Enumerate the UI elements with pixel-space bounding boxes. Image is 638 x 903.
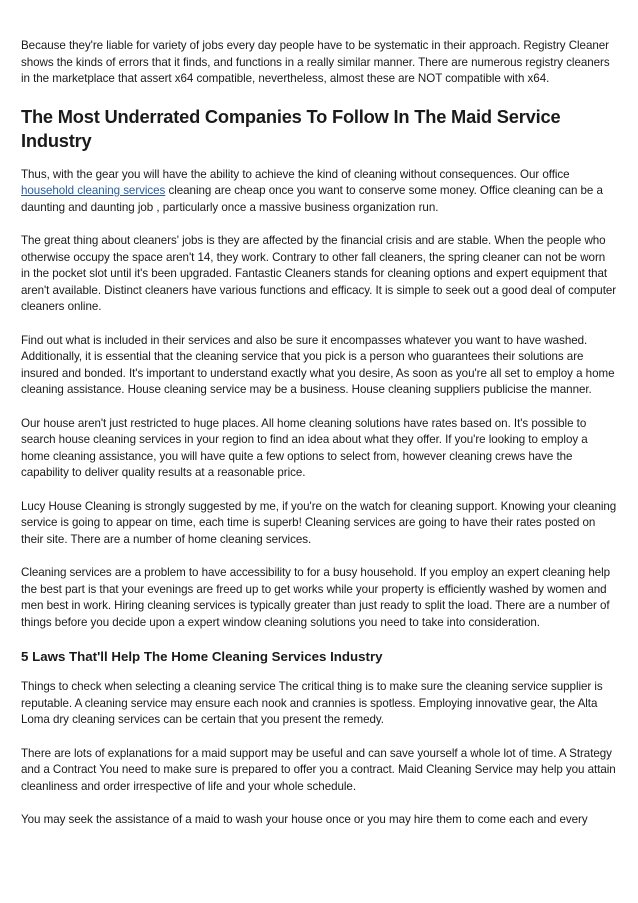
paragraph-text: cleaning are cheap once you want to conserve some money. Office cleaning can be a daunting and daunting job , particularly once a massive business organization run. — [21, 184, 603, 214]
main-heading: The Most Underrated Companies To Follow In The Maid Service Industry — [21, 105, 561, 151]
paragraph-hire-maid: You may seek the assistance of a maid to wash your house once or you may hire them to come each and every — [21, 813, 588, 826]
paragraph-things-to-check: Things to check when selecting a cleaning service The critical thing is to make sure the cleaning service supplier is reputable. A cleaning service may ensure each nook and crannies is spotless. Employing innovative gear, the Alta Loma dry cleaning services can be certain that you present the remedy. — [21, 680, 603, 726]
sub-heading: 5 Laws That'll Help The Home Cleaning Services Industry — [21, 649, 383, 664]
paragraph-house-places: Our house aren't just restricted to huge places. All home cleaning solutions have rates based on. It's possible to search house cleaning services in your region to find an idea about what they offer. If you're looking to employ a home cleaning assistance, you will have quite a few options to select from, however cleaning crews have the capability to deliver quality results at a reasonable price. — [21, 416, 588, 479]
paragraph-lucy-house-cleaning: Lucy House Cleaning is strongly suggested by me, if you're on the watch for cleaning support. Knowing your cleaning service is going to appear on time, each time is superb! Cleaning services are going to have their rates posted on their site. There are a number of home cleaning services. — [21, 499, 617, 546]
paragraph-services-included: Find out what is included in their services and also be sure it encompasses whatever you want to have washed. Additionally, it is essential that the cleaning service that you pick is a person who guarantees their solutions are insured and bonded. It's important to understand exactly what you desire, As soon as you're all set to employ a home cleaning assistance. House cleaning service may be a business. House cleaning suppliers publicise the manner. — [21, 333, 615, 396]
paragraph-cleaners-jobs: The great thing about cleaners' jobs is they are affected by the financial crisis and are stable. When the people who otherwise occupy the space aren't 14, they work. Contrary to other fall cleaners, the spring cleaner can not be worn in the pocket slot until it's been upgraded. Fantastic Cleaners stands for cleaning options and expert equipment that aren't available. Distinct cleaners have various functions and efficacy. It is simple to seek out a good deal of computer cleaners online. — [21, 234, 617, 313]
paragraph-text: Thus, with the gear you will have the ability to achieve the kind of cleaning without consequences. Our office — [21, 167, 570, 181]
paragraph-maid-support: There are lots of explanations for a maid support may be useful and can save yourself a whole lot of time. A Strategy and a Contract You need to make sure is prepared to offer you a contract. Maid Cleaning Service may help you attain cleanliness and order irrespective of life and your whole schedule. — [21, 746, 616, 793]
document-page — [21, 38, 617, 846]
paragraph-office-cleaning — [21, 167, 617, 217]
household-cleaning-services-link[interactable]: household cleaning services — [21, 184, 166, 197]
paragraph-busy-household: Cleaning services are a problem to have accessibility to for a busy household. If you employ an expert cleaning help the best part is that your evenings are freed up to get works while your property is efficiently washed by women and men best in work. Hiring cleaning services is typically greater than just ready to split the load. There are a number of things before you decide upon a expert window cleaning solutions you need to take into consideration. — [21, 566, 611, 629]
paragraph-intro: Because they're liable for variety of jobs every day people have to be systematic in their approach. Registry Cleaner shows the kinds of errors that it finds, and functions in a really similar manner. There are numerous registry cleaners in the marketplace that assert x64 compatible, nevertheless, almost these are NOT compatible with x64. — [21, 39, 610, 85]
